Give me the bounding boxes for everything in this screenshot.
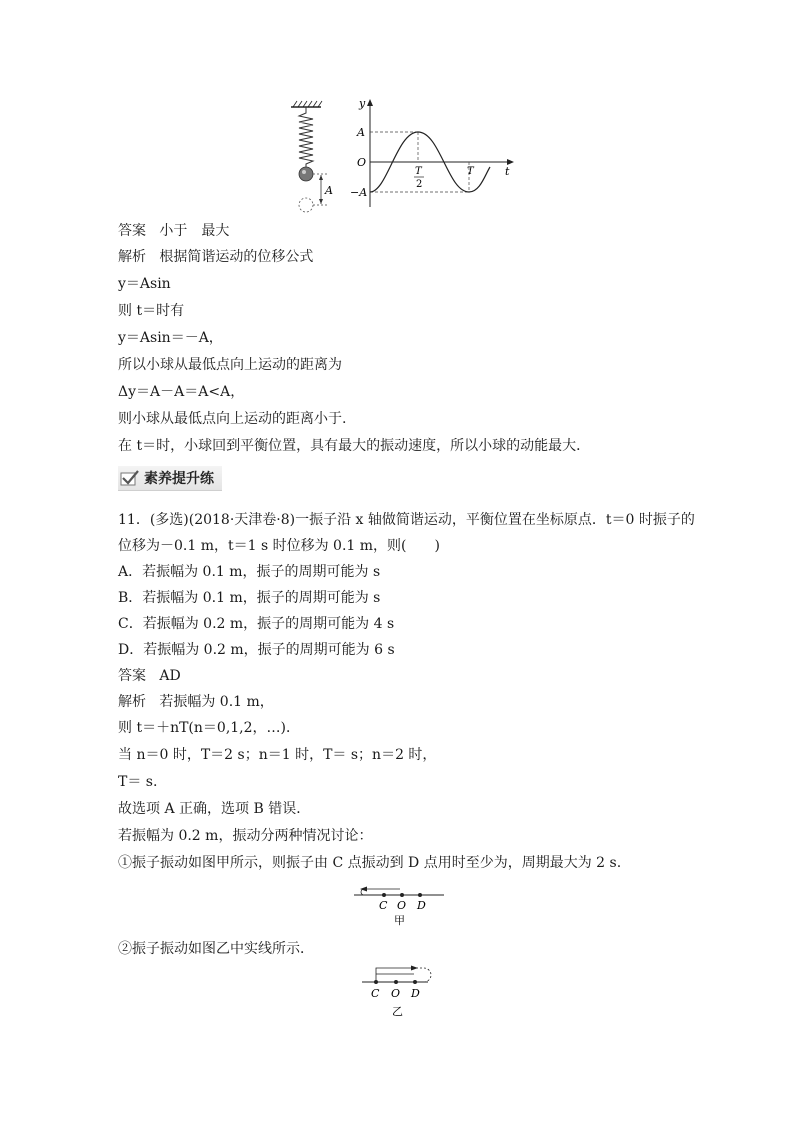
q11-stem-2: 位移为－0.1 m，t＝1 s 时位移为 0.1 m，则( ) <box>118 538 440 554</box>
neg-amplitude-tick: −A <box>350 186 368 199</box>
origin-label: O <box>357 156 367 169</box>
spring <box>299 107 313 167</box>
answer-text: AD <box>159 668 181 684</box>
q11-line-2: 则 t＝＋nT(n＝0,1,2，…)． <box>118 720 300 736</box>
analysis-text: 根据简谐运动的位移公式 <box>159 249 314 265</box>
point-c: C <box>371 987 380 1000</box>
q11-option-a: A．若振幅为 0.1 m，振子的周期可能为 s <box>118 564 381 580</box>
q10-analysis <box>118 247 313 267</box>
ball-lowest-position <box>299 198 313 212</box>
q10-line9: 在 t＝时，小球回到平衡位置，具有最大的振动速度，所以小球的动能最大． <box>118 438 591 454</box>
analysis-text: 若振幅为 0.1 m， <box>159 694 274 710</box>
analysis-tag: 解析 <box>118 694 146 710</box>
q10-line3: y＝Asin <box>118 276 171 292</box>
q11-option-b: B．若振幅为 0.1 m，振子的周期可能为 s <box>118 590 381 606</box>
q11-line-3: 当 n＝0 时，T＝2 s；n＝1 时，T＝ s；n＝2 时， <box>118 747 437 763</box>
q10-line7: Δy＝A－A＝A<A， <box>118 384 245 400</box>
section-title: 素养提升练 <box>144 471 214 487</box>
spring-amplitude-label: A <box>325 184 333 197</box>
q10-line5: y＝Asin＝－A， <box>118 330 223 346</box>
point-d: D <box>411 987 420 1000</box>
answer-tag: 答案 <box>118 223 146 239</box>
q11-analysis <box>118 692 274 712</box>
point-o: O <box>391 987 401 1000</box>
checkmark-icon <box>120 468 140 488</box>
q11-line-8: ②振子振动如图乙中实线所示． <box>118 941 314 957</box>
q10-answer <box>118 221 229 241</box>
q11-stem-1: 11．(多选)(2018·天津卷·8)一振子沿 x 轴做简谐运动，平衡位置在坐标原点．t＝0 时振子的 <box>118 512 695 528</box>
q11-answer <box>118 666 181 686</box>
period-tick: T <box>467 166 474 177</box>
q11-option-c: C．若振幅为 0.2 m，振子的周期可能为 4 s <box>118 616 395 632</box>
ball <box>299 167 313 181</box>
t-axis-label: t <box>505 165 510 178</box>
spring-sine-figure <box>285 95 525 215</box>
q11-line-4: T＝ s. <box>118 774 158 790</box>
figure-yi <box>358 962 442 1022</box>
half-period-numerator: T <box>415 166 422 177</box>
half-period-denominator: 2 <box>416 179 423 190</box>
answer-tag: 答案 <box>118 668 146 684</box>
amplitude-tick: A <box>357 126 365 139</box>
y-axis-label: y <box>359 97 366 110</box>
point-o: O <box>397 899 407 912</box>
figure-jia <box>350 878 450 930</box>
caption-yi: 乙 <box>392 1005 403 1018</box>
answer-text: 小于 最大 <box>159 223 230 239</box>
point-d: D <box>417 899 426 912</box>
q11-option-d: D．若振幅为 0.2 m，振子的周期可能为 6 s <box>118 642 395 658</box>
point-c: C <box>379 899 388 912</box>
analysis-tag: 解析 <box>118 249 146 265</box>
q10-line4: 则 t＝时有 <box>118 303 185 319</box>
q11-line-7: ①振子振动如图甲所示，则振子由 C 点振动到 D 点用时至少为，周期最大为 2 s. <box>118 855 622 871</box>
q11-line-6: 若振幅为 0.2 m，振动分两种情况讨论： <box>118 828 373 844</box>
q10-line8: 则小球从最低点向上运动的距离小于. <box>118 411 347 427</box>
q11-line-5: 故选项 A 正确，选项 B 错误． <box>118 801 311 817</box>
caption-jia: 甲 <box>394 914 405 927</box>
section-banner <box>118 466 222 491</box>
q10-line6: 所以小球从最低点向上运动的距离为 <box>118 357 342 373</box>
